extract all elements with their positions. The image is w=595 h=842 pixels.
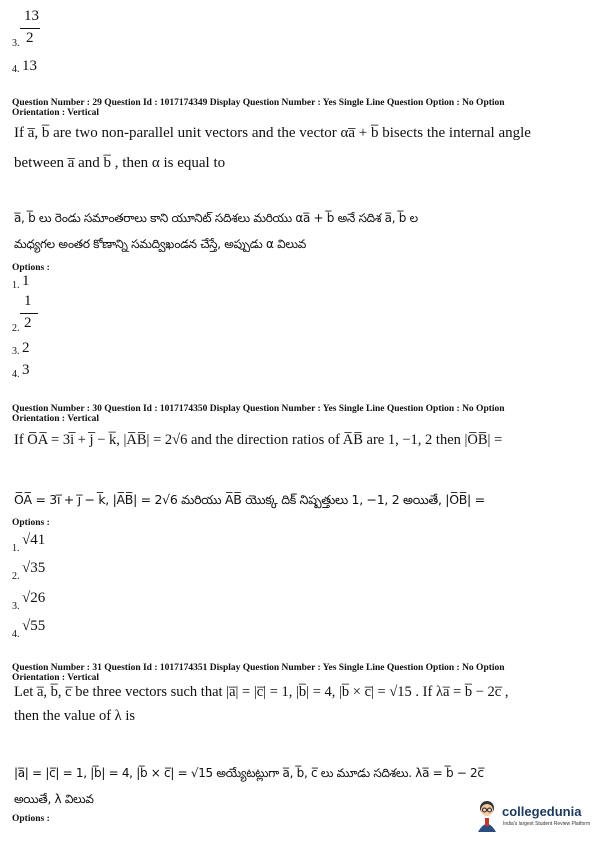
fraction-bar [20, 313, 38, 314]
option-number: 1. [12, 280, 20, 291]
option-4-value: √55 [22, 618, 46, 634]
question-text-telugu: a̅, b̅ లు రెండు సమాంతరాలు కాని యూనిట్ సదిశలు మరియు αa̅ + b̅ అనే సదిశ a̅, b̅ ల మధ్యగల అంతర కోణాన్ని సమద్విఖండన చేస్తే, అప్పుడు α విలువ [14, 211, 418, 251]
option-number: 4. [12, 629, 20, 640]
question-meta: Question Number : 30 Question Id : 1017174350 Display Question Number : Yes Single Line Question Option : No Option Orientation : Vertical [12, 404, 505, 424]
option-number: 3. [12, 601, 20, 612]
prev-option-3-denominator: 2 [26, 30, 34, 46]
options-label: Options : [12, 263, 50, 273]
mascot-icon [474, 798, 500, 832]
option-3-value: 2 [22, 340, 30, 356]
option-2-numerator: 1 [24, 293, 32, 309]
option-1-value: 1 [22, 273, 30, 289]
option-2-denominator: 2 [24, 315, 32, 331]
question-text-english: Let a̅, b̅, c̅ be three vectors such that |a̅| = |c̅| = 1, |b̅| = 4, |b̅ × c̅| = √15 . If λa̅ = b̅ − 2c̅ , then the value of λ is [14, 684, 509, 724]
question-text-telugu: O̅A̅ = 3i̅ + j̅ − k̅, |A̅B̅| = 2√6 మరియు A̅B̅ యొక్క దిక్ నిష్పత్తులు 1, −1, 2 అయితే, |O̅B̅| = [14, 492, 485, 507]
option-number: 4. [12, 369, 20, 380]
question-text-telugu: |a̅| = |c̅| = 1, |b̅| = 4, |b̅ × c̅| = √15 అయ్యేటట్లుగా a̅, b̅, c̅ లు మూడు సదిశలు. λa̅ = b̅ − 2c̅ అయితే, λ విలువ [14, 766, 484, 806]
logo-text: collegedunia [502, 804, 582, 819]
options-label: Options : [12, 518, 50, 528]
question-meta: Question Number : 31 Question Id : 1017174351 Display Question Number : Yes Single Line Question Option : No Option Orientation : Vertical [12, 663, 505, 683]
collegedunia-logo [474, 796, 592, 836]
option-1-value: √41 [22, 532, 46, 548]
option-number: 4. [12, 64, 20, 75]
option-4-value: 3 [22, 362, 30, 378]
option-number: 2. [12, 571, 20, 582]
option-number: 3. [12, 346, 20, 357]
option-number: 3. [12, 38, 20, 49]
option-number: 1. [12, 543, 20, 554]
fraction-bar [20, 28, 40, 29]
option-number: 2. [12, 323, 20, 334]
logo-tagline: India's largest Student Review Platform [503, 821, 591, 827]
option-2-value: √35 [22, 560, 46, 576]
prev-option-3-numerator: 13 [24, 8, 39, 24]
question-text-english: If a̅, b̅ are two non-parallel unit vectors and the vector αa̅ + b̅ bisects the internal angle between a̅ and b̅ , then α is equal to [14, 125, 531, 171]
question-meta: Question Number : 29 Question Id : 1017174349 Display Question Number : Yes Single Line Question Option : No Option Orientation : Vertical [12, 98, 505, 118]
option-3-value: √26 [22, 590, 46, 606]
options-label: Options : [12, 814, 50, 824]
prev-option-4-value: 13 [22, 58, 37, 74]
question-text-english: If O̅A̅ = 3i̅ + j̅ − k̅, |A̅B̅| = 2√6 and the direction ratios of A̅B̅ are 1, −1, 2 then |O̅B̅| = [14, 432, 503, 448]
